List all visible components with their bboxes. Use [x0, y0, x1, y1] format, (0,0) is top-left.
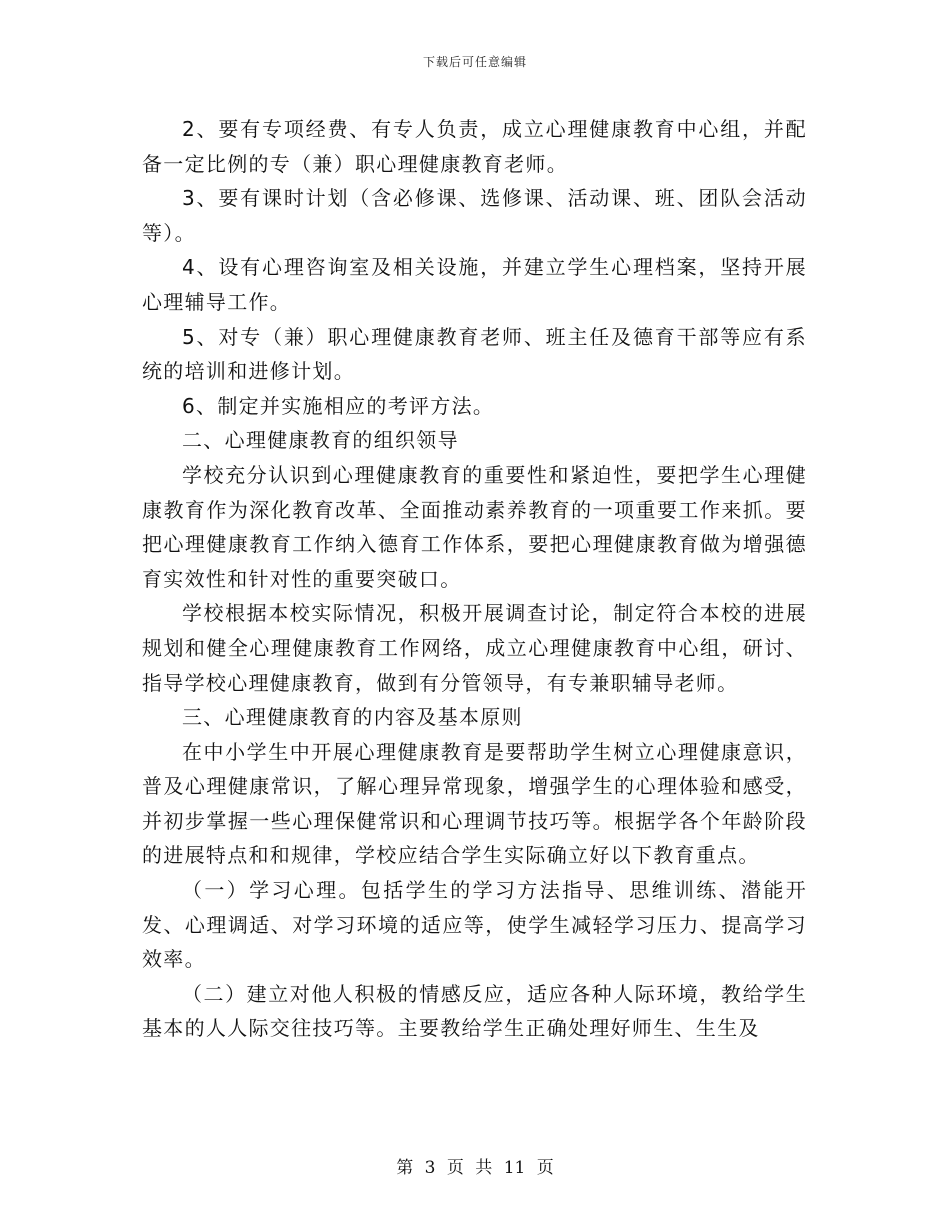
- paragraph-item-2: 2、要有专项经费、有专人负责，成立心理健康教育中心组，并配备一定比例的专（兼）职心理健康教育老师。: [142, 117, 807, 176]
- paragraph-item-4: 4、设有心理咨询室及相关设施，并建立学生心理档案，坚持开展心理辅导工作。: [142, 255, 807, 314]
- paragraph-org-2: 学校根据本校实际情况，积极开展调查讨论，制定符合本校的进展规划和健全心理健康教育工作网络，成立心理健康教育中心组，研讨、指导学校心理健康教育，做到有分管领导，有专兼职辅导老师。: [142, 601, 807, 695]
- document-body: [142, 112, 807, 1046]
- subsection-interpersonal: （二）建立对他人积极的情感反应，适应各种人际环境，教给学生基本的人人际交往技巧等。主要教给学生正确处理好师生、生生及: [142, 981, 807, 1041]
- paragraph-org-1: 学校充分认识到心理健康教育的重要性和紧迫性，要把学生心理健康教育作为深化教育改革、全面推动素养教育的一项重要工作来抓。要把心理健康教育工作纳入德育工作体系，要把心理健康教育做为增强德育实效性和针对性的重要突破口。: [142, 462, 807, 591]
- page-footer: 第 3 页 共 11 页: [396, 1158, 554, 1178]
- paragraph-item-6: 6、制定并实施相应的考评方法。: [182, 393, 495, 418]
- section-heading-3: 三、心理健康教育的内容及基本原则: [182, 705, 523, 730]
- paragraph-item-3: 3、要有课时计划（含必修课、选修课、活动课、班、团队会活动等）。: [142, 186, 807, 245]
- subsection-study-psychology: （一）学习心理。包括学生的学习方法指导、思维训练、潜能开发、心理调适、对学习环境的适应等，使学生减轻学习压力、提高学习效率。: [142, 878, 807, 972]
- page-header: 下载后可任意编辑: [422, 55, 527, 69]
- paragraph-content-intro: 在中小学生中开展心理健康教育是要帮助学生树立心理健康意识，普及心理健康常识，了解心理异常现象，增强学生的心理体验和感受，并初步掌握一些心理保健常识和心理调节技巧等。根据学各个年龄阶段的进展特点和和规律，学校应结合学生实际确立好以下教育重点。: [142, 739, 807, 868]
- paragraph-item-5: 5、对专（兼）职心理健康教育老师、班主任及德育干部等应有系统的培训和进修计划。: [142, 324, 807, 384]
- section-heading-2: 二、心理健康教育的组织领导: [182, 428, 459, 453]
